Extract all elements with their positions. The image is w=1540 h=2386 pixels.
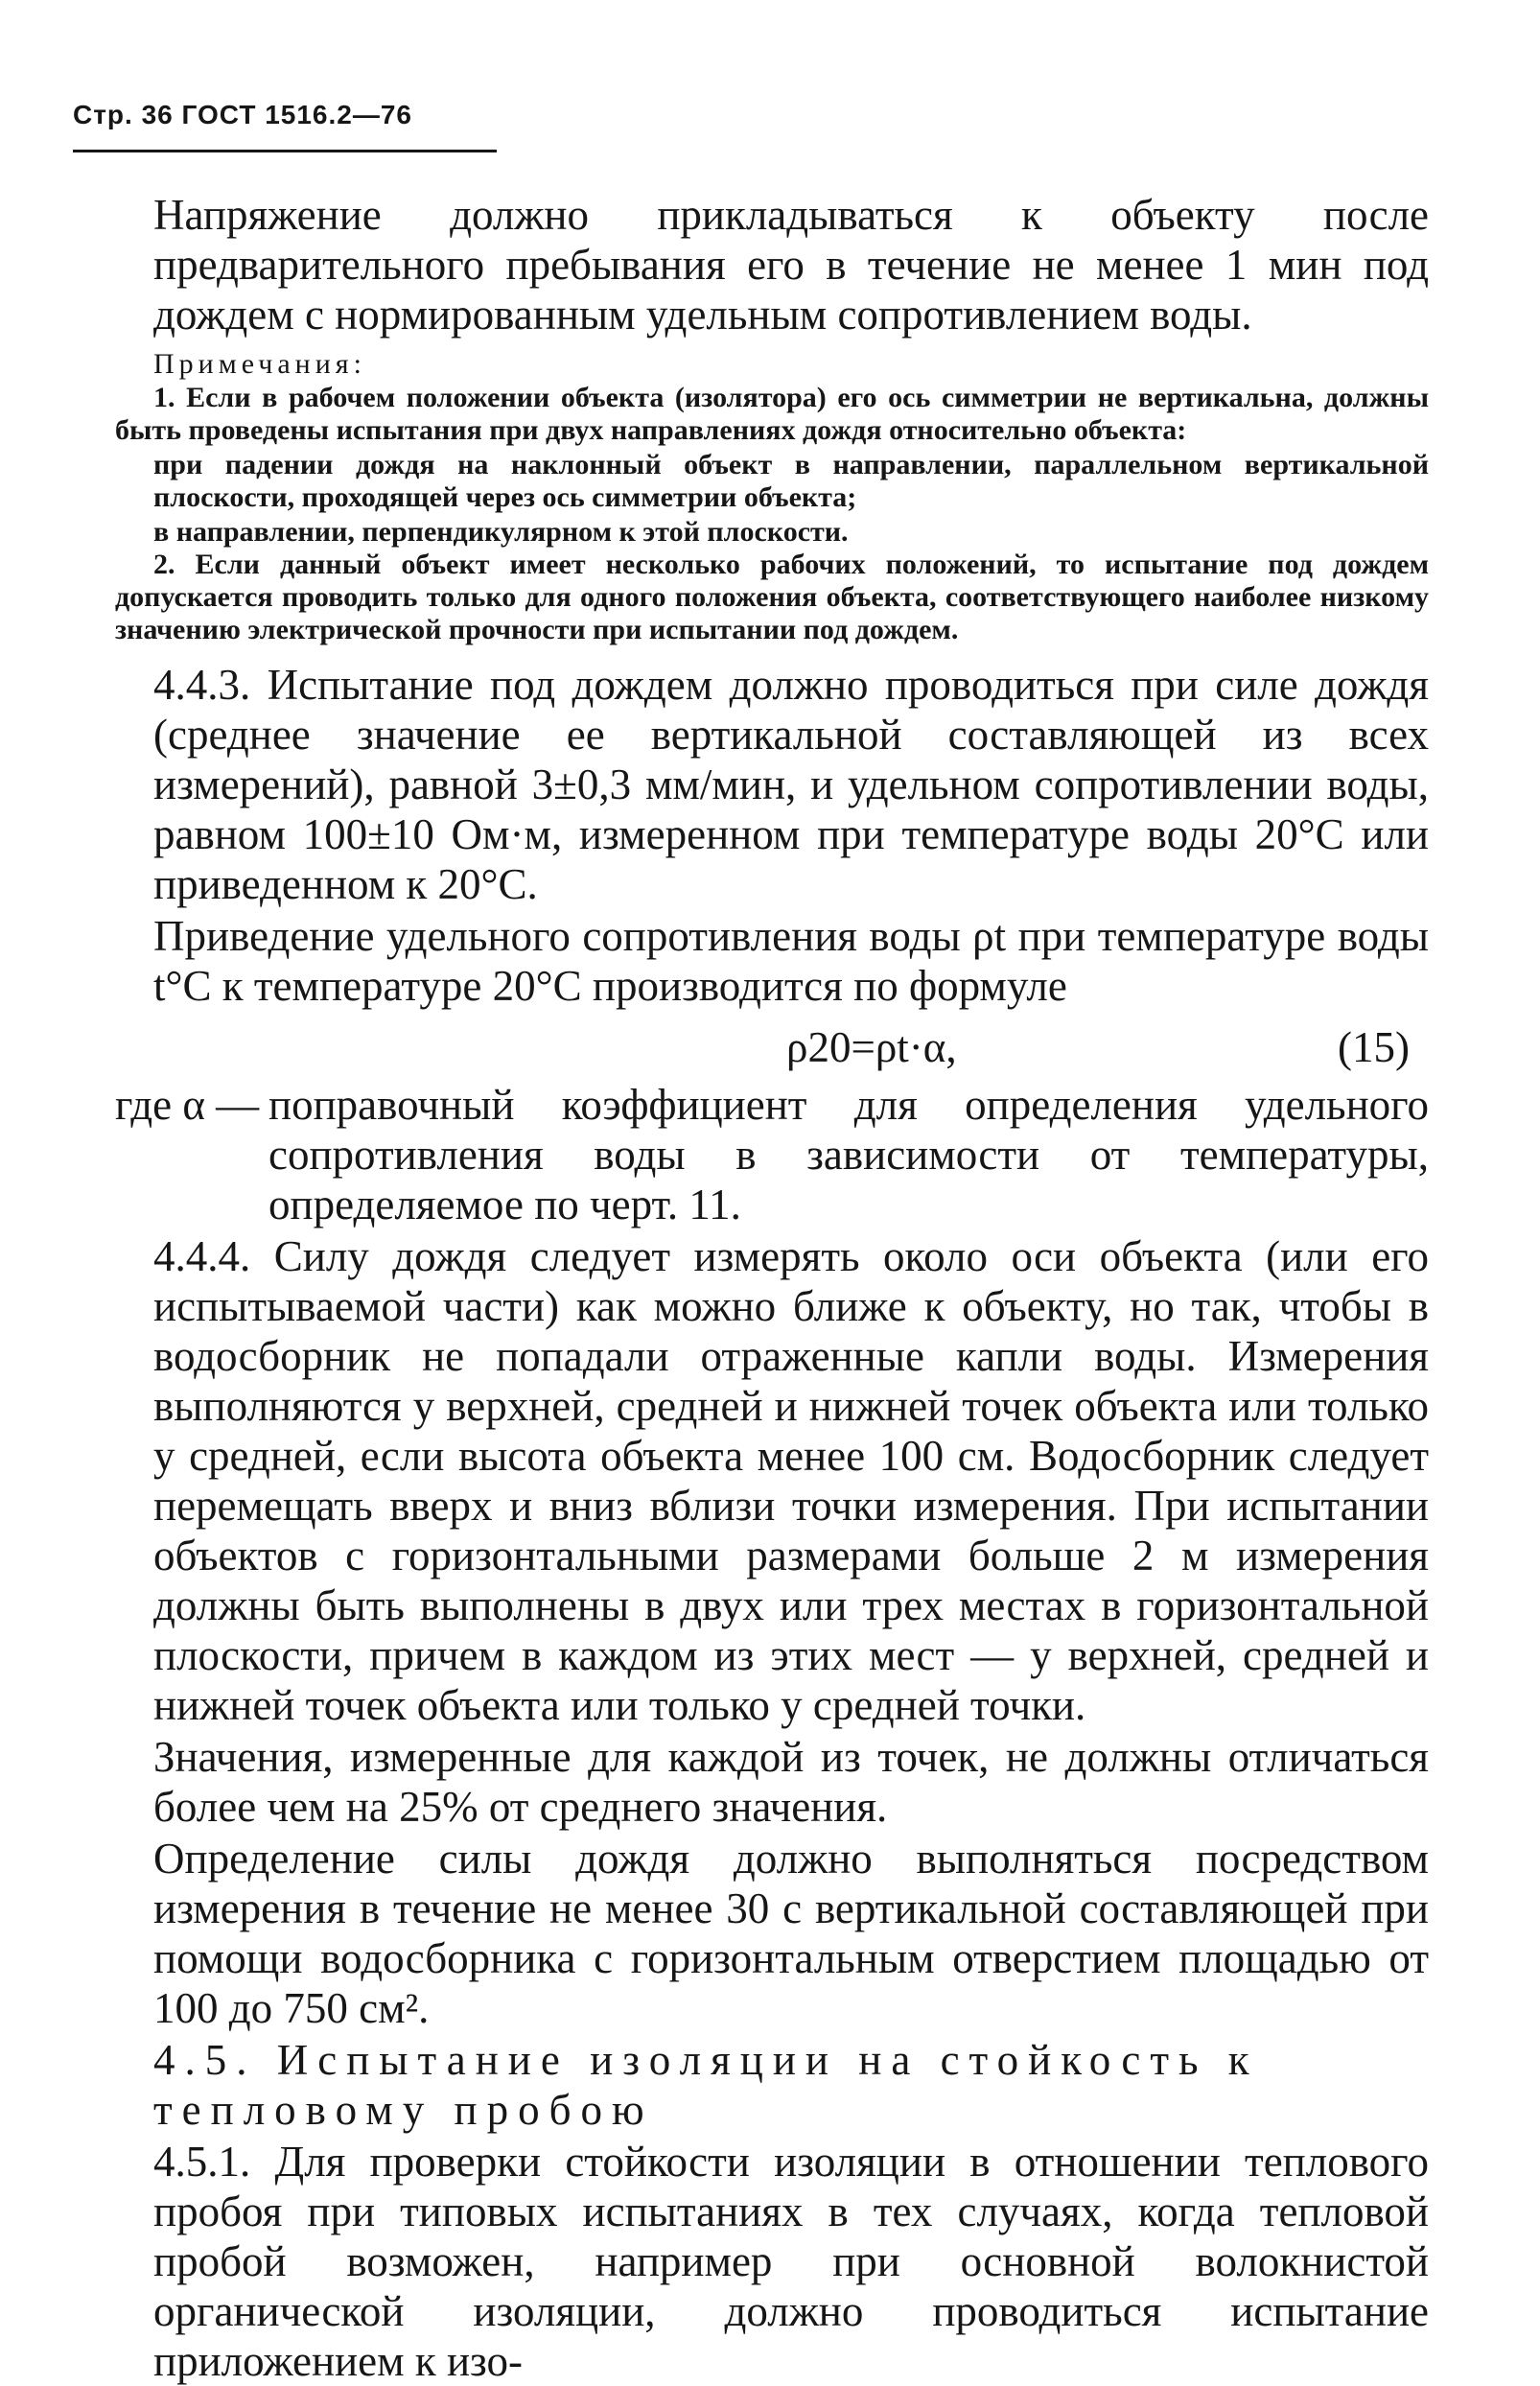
page-header: Стр. 36 ГОСТ 1516.2—76	[73, 100, 412, 129]
note-2: 2. Если данный объект имеет несколько рабочих положений, то испытание под дождем допускается проводить только для одного положения объекта, соответствующего наиболее низкому значению электрической прочности при испытании под дождем.	[115, 549, 1429, 645]
note-1a: при падении дождя на наклонный объект в направлении, параллельном вертикальной плоскости, проходящей через ось симметрии объекта;	[153, 449, 1429, 513]
note-1b: в направлении, перпендикулярном к этой плоскости.	[153, 516, 849, 548]
formula-15	[153, 1020, 1429, 1074]
notes-title: Примечания:	[153, 348, 366, 380]
formula-number: (15)	[1338, 1023, 1410, 1071]
formula-expression: ρ20=ρt·α,	[786, 1023, 957, 1071]
paragraph-definition: Определение силы дождя должно выполняться посредством измерения в течение не менее 30 с вертикальной составляющей при помощи водосборника с горизонтальным отверстием площадью от 100 до 750 см².	[153, 1835, 1429, 2032]
paragraph-reduction: Приведение удельного сопротивления воды ρt при температуре воды t°С к температуре 20°С производится по формуле	[153, 912, 1429, 1010]
heading-4-5: 4.5. Испытание изоляции на стойкость к тепловому пробою	[153, 2036, 1259, 2134]
note-1: 1. Если в рабочем положении объекта (изолятора) его ось симметрии не вертикальна, должны быть проведены испытания при двух направлениях дождя относительно объекта:	[115, 382, 1429, 446]
where-label: где α —	[115, 1081, 260, 1129]
where-clause	[115, 1080, 1429, 1229]
page-content	[115, 190, 1429, 2386]
paragraph-4-5-1: 4.5.1. Для проверки стойкости изоляции в отношении теплового пробоя при типовых испытаниях в тех случаях, когда тепловой пробой возможен, например при основной волокнистой органической изоляции, должно проводиться испытание приложением к изо-	[153, 2138, 1429, 2385]
where-definition: поправочный коэффициент для определения удельного сопротивления воды в зависимости от температуры, определяемое по черт. 11.	[268, 1081, 1429, 1228]
paragraph-4-4-4: 4.4.4. Силу дождя следует измерять около оси объекта (или его испытываемой части) как можно ближе к объекту, но так, чтобы в водосборник не попадали отраженные капли воды. Измерения выполняются у верхней, средней и нижней точек объекта или только у средней, если высота объекта менее 100 см. Водосборник следует перемещать вверх и вниз вблизи точки измерения. При испытании объектов с горизонтальными размерами больше 2 м измерения должны быть выполнены в двух или трех местах в горизонтальной плоскости, причем в каждом из этих мест — у верхней, средней и нижней точек объекта или только у средней точки.	[153, 1232, 1429, 1729]
paragraph-voltage: Напряжение должно прикладываться к объекту после предварительного пребывания его в течение не менее 1 мин под дождем с нормированным удельным сопротивлением воды.	[153, 191, 1429, 339]
paragraph-values: Значения, измеренные для каждой из точек, не должны отличаться более чем на 25% от среднего значения.	[153, 1733, 1429, 1831]
header-rule	[73, 150, 497, 152]
paragraph-4-4-3: 4.4.3. Испытание под дождем должно проводиться при силе дождя (среднее значение ее вертикальной составляющей из всех измерений), равной 3±0,3 мм/мин, и удельном сопротивлении воды, равном 100±10 Ом·м, измеренном при температуре воды 20°С или приведенном к 20°С.	[153, 661, 1429, 908]
